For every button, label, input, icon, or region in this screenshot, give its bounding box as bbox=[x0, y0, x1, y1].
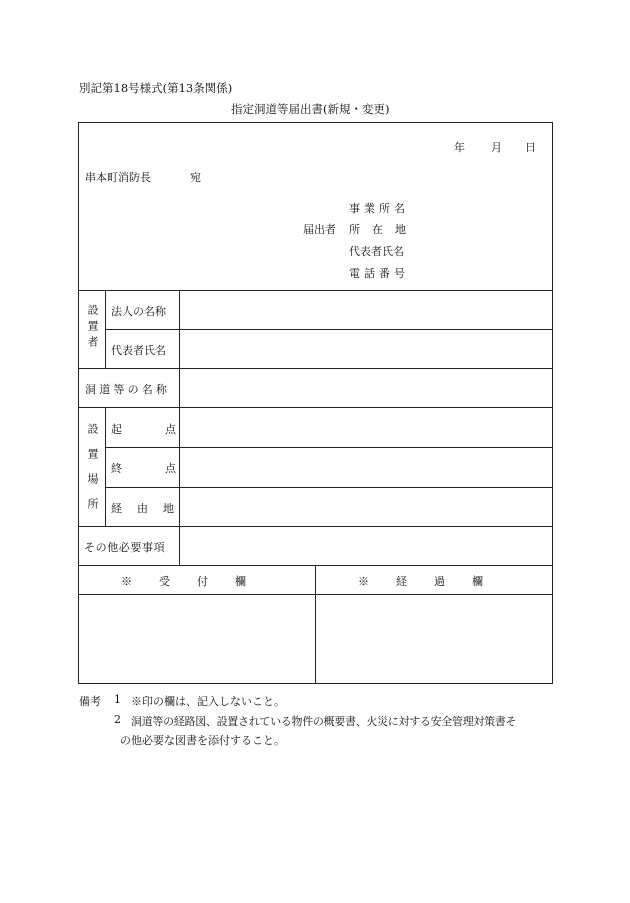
installer-corporate-name-label: 法人の名称 bbox=[111, 305, 166, 318]
notifier-address-label: 所在地 bbox=[349, 223, 418, 236]
reception-column-header: ※受付欄 bbox=[121, 575, 273, 588]
note-2-text: 洞道等の経路図、設置されている物件の概要書、火災に対する安全管理対策書そ bbox=[131, 715, 517, 728]
addressee-suffix: 宛 bbox=[190, 171, 201, 184]
date-day-label: 日 bbox=[525, 141, 536, 154]
location-end-label: 終点 bbox=[111, 462, 219, 475]
note-2-continuation: の他必要な図書を添付すること。 bbox=[120, 734, 285, 747]
notifier-representative-label: 代表者氏名 bbox=[349, 245, 404, 258]
addressee-label: 串本町消防長 bbox=[85, 171, 151, 184]
progress-column-header: ※経過欄 bbox=[358, 575, 510, 588]
form-title: 指定洞道等届出書(新規・変更) bbox=[231, 102, 390, 116]
notifier-label: 届出者 bbox=[303, 223, 336, 236]
date-year-label: 年 bbox=[454, 141, 465, 154]
notes-label: 備考 bbox=[79, 695, 101, 708]
installer-representative-label: 代表者氏名 bbox=[111, 344, 166, 357]
note-2-number: 2 bbox=[114, 713, 121, 726]
progress-field[interactable] bbox=[316, 595, 552, 683]
note-1-text: ※印の欄は、記入しないこと。 bbox=[131, 695, 285, 708]
reception-field[interactable] bbox=[79, 595, 315, 683]
form-table bbox=[78, 122, 553, 684]
tunnel-name-label: 洞道等の名称 bbox=[85, 383, 171, 396]
location-via-label: 経由地 bbox=[111, 502, 189, 515]
notifier-phone-label: 電話番号 bbox=[349, 267, 409, 280]
form-number-label: 別記第18号様式(第13条関係) bbox=[79, 81, 233, 95]
installer-group-label: 設置者 bbox=[86, 304, 99, 352]
other-items-label: その他必要事項 bbox=[84, 541, 166, 554]
date-month-label: 月 bbox=[491, 141, 502, 154]
location-start-label: 起点 bbox=[111, 423, 219, 436]
note-1-number: 1 bbox=[114, 693, 121, 706]
notifier-business-name-label: 事業所名 bbox=[349, 202, 409, 215]
location-group-label: 設置場所 bbox=[86, 423, 99, 523]
